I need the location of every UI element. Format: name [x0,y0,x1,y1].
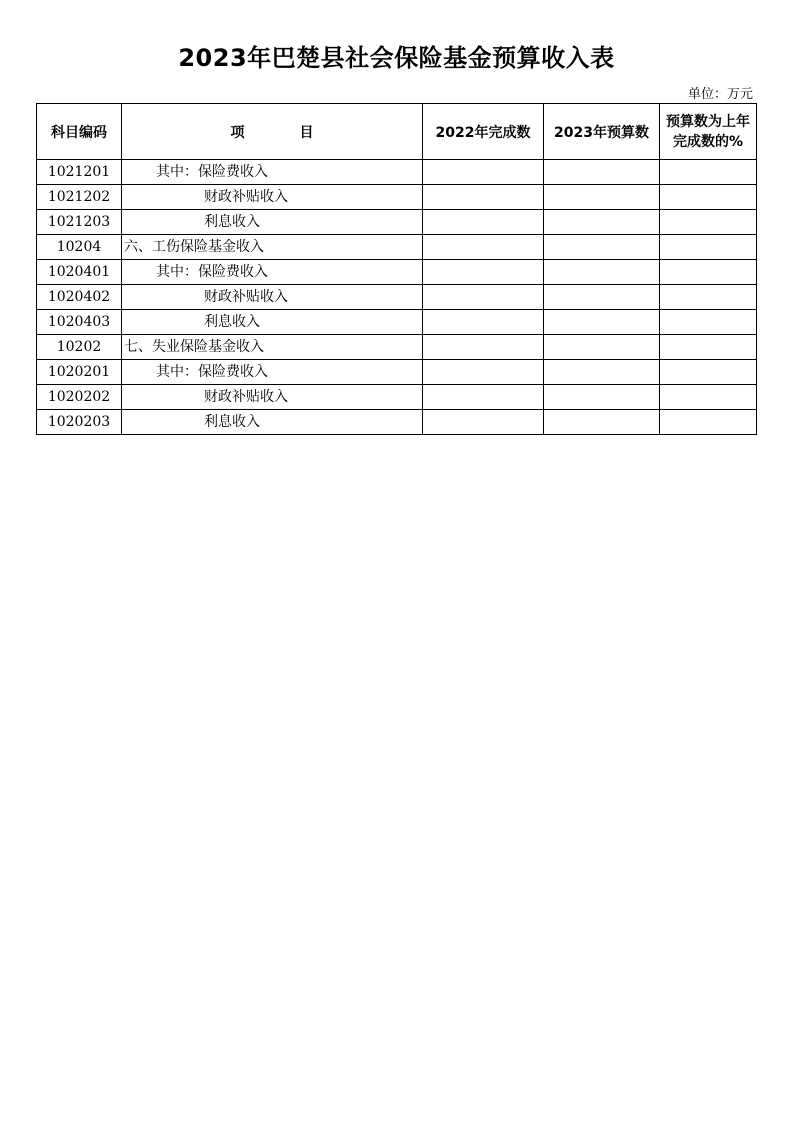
row-pct [660,210,757,235]
page-title: 2023年巴楚县社会保险基金预算收入表 [178,44,615,72]
row-code: 1020402 [37,285,122,310]
row-completed-2022 [423,410,544,435]
row-code: 1021203 [37,210,122,235]
row-completed-2022 [423,335,544,360]
row-code: 1020202 [37,385,122,410]
row-budget-2023 [544,210,660,235]
budget-table [36,103,757,435]
unit-label: 单位：万元 [687,87,753,102]
row-completed-2022 [423,260,544,285]
row-code: 1020401 [37,260,122,285]
row-pct [660,160,757,185]
row-budget-2023 [544,385,660,410]
table-row [37,210,757,235]
row-completed-2022 [423,360,544,385]
table-row [37,235,757,260]
row-item: 财政补贴收入 [122,185,423,210]
row-pct [660,185,757,210]
row-pct [660,260,757,285]
row-item: 财政补贴收入 [122,385,423,410]
row-pct [660,235,757,260]
row-code: 10204 [37,235,122,260]
row-pct [660,285,757,310]
row-item: 利息收入 [122,310,423,335]
row-item: 其中：保险费收入 [122,360,423,385]
row-completed-2022 [423,210,544,235]
row-budget-2023 [544,260,660,285]
table-row [37,385,757,410]
header-completed-2022: 2022年完成数 [423,104,544,160]
row-pct [660,335,757,360]
row-code: 10202 [37,335,122,360]
row-budget-2023 [544,235,660,260]
row-item: 其中：保险费收入 [122,260,423,285]
row-item: 其中：保险费收入 [122,160,423,185]
table-row [37,335,757,360]
row-pct [660,410,757,435]
row-item: 七、失业保险基金收入 [122,335,423,360]
row-code: 1020203 [37,410,122,435]
row-code: 1020403 [37,310,122,335]
row-pct [660,360,757,385]
table-row [37,410,757,435]
row-budget-2023 [544,360,660,385]
header-item-right: 目 [299,124,314,141]
table-row [37,160,757,185]
row-budget-2023 [544,310,660,335]
row-item: 利息收入 [122,410,423,435]
row-budget-2023 [544,160,660,185]
row-pct [660,310,757,335]
header-item [122,104,423,160]
row-budget-2023 [544,285,660,310]
header-pct: 预算数为上年完成数的% [660,104,757,160]
table-row [37,260,757,285]
row-completed-2022 [423,185,544,210]
row-item: 财政补贴收入 [122,285,423,310]
row-code: 1020201 [37,360,122,385]
row-pct [660,385,757,410]
table-row [37,360,757,385]
row-budget-2023 [544,185,660,210]
row-completed-2022 [423,285,544,310]
row-completed-2022 [423,385,544,410]
row-completed-2022 [423,310,544,335]
header-item-left: 项 [230,124,245,141]
row-code: 1021202 [37,185,122,210]
row-code: 1021201 [37,160,122,185]
row-budget-2023 [544,410,660,435]
header-code: 科目编码 [37,104,122,160]
table-row [37,185,757,210]
row-budget-2023 [544,335,660,360]
row-completed-2022 [423,235,544,260]
row-item: 六、工伤保险基金收入 [122,235,423,260]
table-header-row [37,104,757,160]
header-budget-2023: 2023年预算数 [544,104,660,160]
row-completed-2022 [423,160,544,185]
table-row [37,285,757,310]
table-row [37,310,757,335]
row-item: 利息收入 [122,210,423,235]
